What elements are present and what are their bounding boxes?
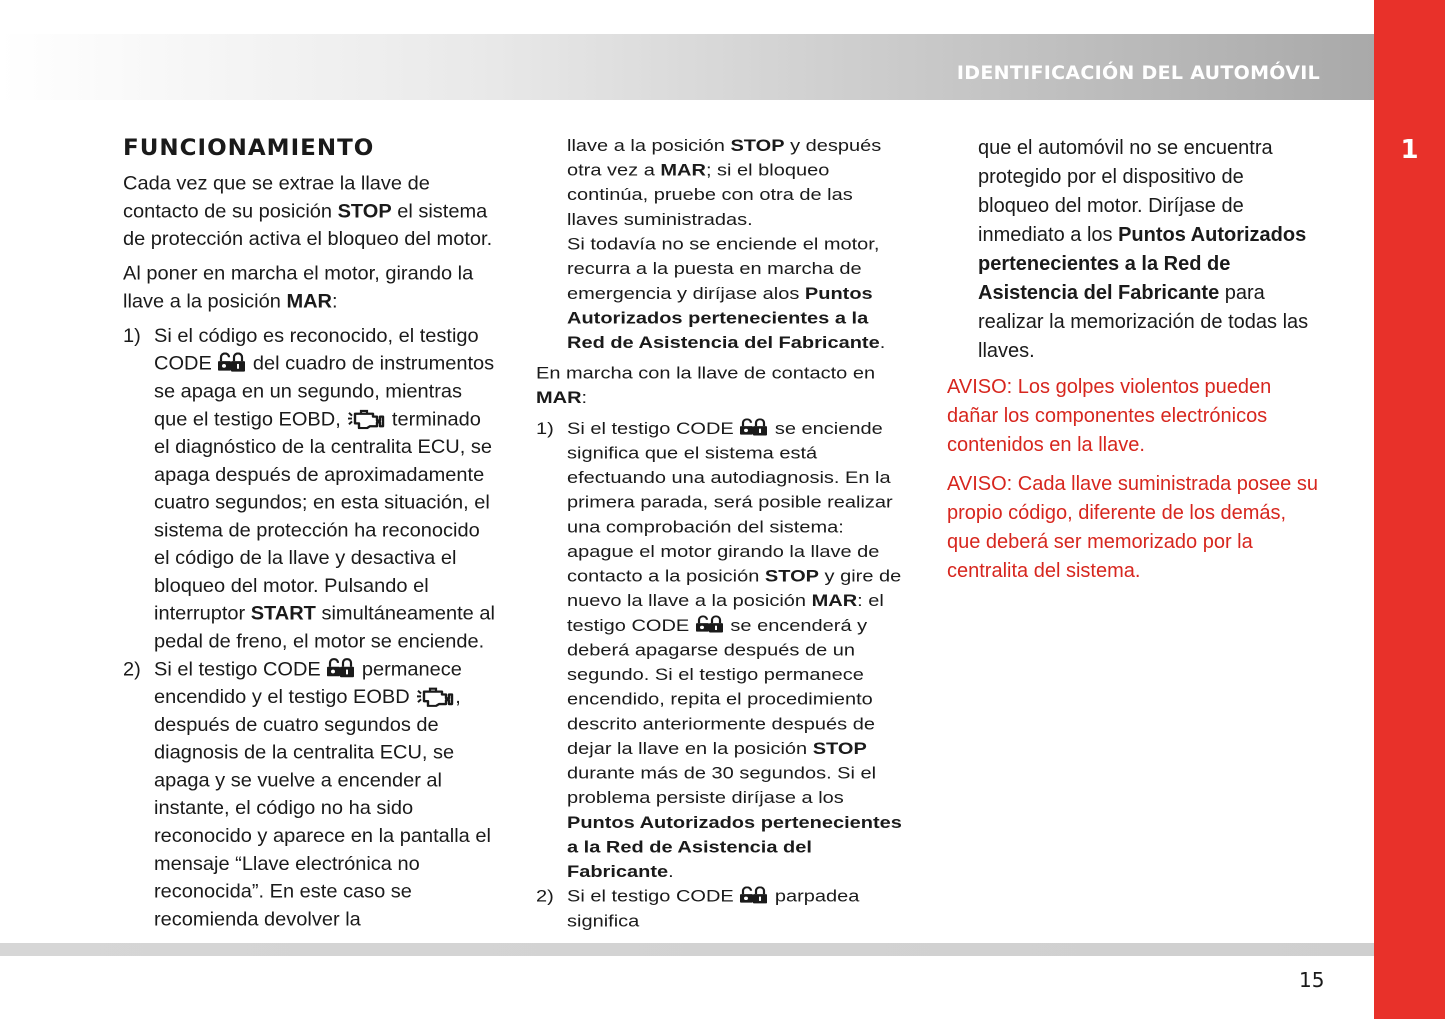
column-1 — [123, 134, 495, 934]
column-3 — [947, 134, 1319, 596]
paragraph-continuation: llave a la posición STOP y después otra vez a MAR; si el bloqueo continúa, pruebe con otra de las llaves suministradas. Si todavía no se enciende el motor, recurra a la puesta en marcha de emergencia y diríjase alos Puntos Autorizados pertenecientes a la Red de Asistencia del Fabricante. — [567, 136, 886, 353]
code-lock-icon — [739, 419, 769, 438]
warning-note: AVISO: Cada llave suministrada posee su propio código, diferente de los demás, que deberá ser memorizado por la centralita del sistema. — [947, 473, 1318, 582]
code-lock-icon — [695, 616, 725, 635]
warning-label: AVISO — [947, 376, 1007, 398]
paragraph-running: En marcha con la llave de contacto en MAR: — [536, 364, 876, 408]
page-title: FUNCIONAMIENTO — [123, 135, 375, 161]
footer-band — [0, 943, 1374, 956]
paragraph-intro: Cada vez que se extrae la llave de contacto de su posición STOP el sistema de protección activa el bloqueo del motor. — [123, 173, 493, 250]
code-lock-icon — [326, 658, 356, 679]
warning-label: AVISO — [947, 473, 1007, 495]
steps-list-start — [123, 323, 495, 934]
engine-eobd-icon — [415, 686, 455, 707]
code-lock-icon — [217, 352, 247, 373]
steps-list-running — [536, 417, 908, 934]
warning-note: AVISO: Los golpes violentos pueden dañar los componentes electrónicos contenidos en la llave. — [947, 376, 1272, 456]
header-band — [0, 34, 1374, 100]
list-item: 1) Si el testigo CODE se enciende significa que el sistema está efectuando una autodiagnosis. En la primera parada, será posible realizar una comprobación del sistema: apague el motor girando la llave de contacto a la posición STOP y gire de nuevo la llave a la posición MAR: el testigo CODE se encenderá y deberá apagarse después de un segundo. Si el testigo permanece encendido, repita el procedimiento descrito anteriormente después de dejar la llave en la posición STOP durante más de 30 segundos. Si el problema persiste diríjase a los Puntos Autorizados pertenecientes a la Red de Asistencia del Fabricante. — [536, 419, 902, 882]
code-lock-icon — [739, 886, 769, 905]
list-item: 2) Si el testigo CODE parpadea significa — [536, 887, 860, 931]
column-2 — [536, 134, 908, 934]
engine-eobd-icon — [346, 408, 386, 429]
list-item: 2) Si el testigo CODE permanece encendido y el testigo EOBD , después de cuatro segundos de diagnosis de la centralita ECU, se apaga y se vuelve a encender al instante, el código no ha sido reconocido y aparece en la pantalla el mensaje “Llave electrónica no reconocida”. En este caso se recomienda devolver la — [123, 659, 491, 931]
chapter-number: 1 — [1400, 135, 1419, 165]
paragraph-continuation: que el automóvil no se encuentra protegido por el dispositivo de bloqueo del motor. Diríjase de inmediato a los Puntos Autorizados pertenecientes a la Red de Asistencia del Fabricante para realizar la memorización de todas las llaves. — [978, 137, 1309, 362]
paragraph-start: Al poner en marcha el motor, girando la llave a la posición MAR: — [123, 263, 474, 313]
list-item: 1) Si el código es reconocido, el testigo CODE del cuadro de instrumentos se apaga en un segundo, mientras que el testigo EOBD, terminado el diagnóstico de la centralita ECU, se apaga después de aproximadamente cuatro segundos; en esta situación, el sistema de protección ha reconocido el código de la llave y desactiva el bloqueo del motor. Pulsando el interruptor START simultáneamente al pedal de freno, el motor se enciende. — [123, 325, 495, 653]
section-header-title: IDENTIFICACIÓN DEL AUTOMÓVIL — [956, 62, 1320, 84]
page-number: 15 — [1299, 968, 1325, 992]
chapter-tab — [1374, 0, 1445, 1019]
